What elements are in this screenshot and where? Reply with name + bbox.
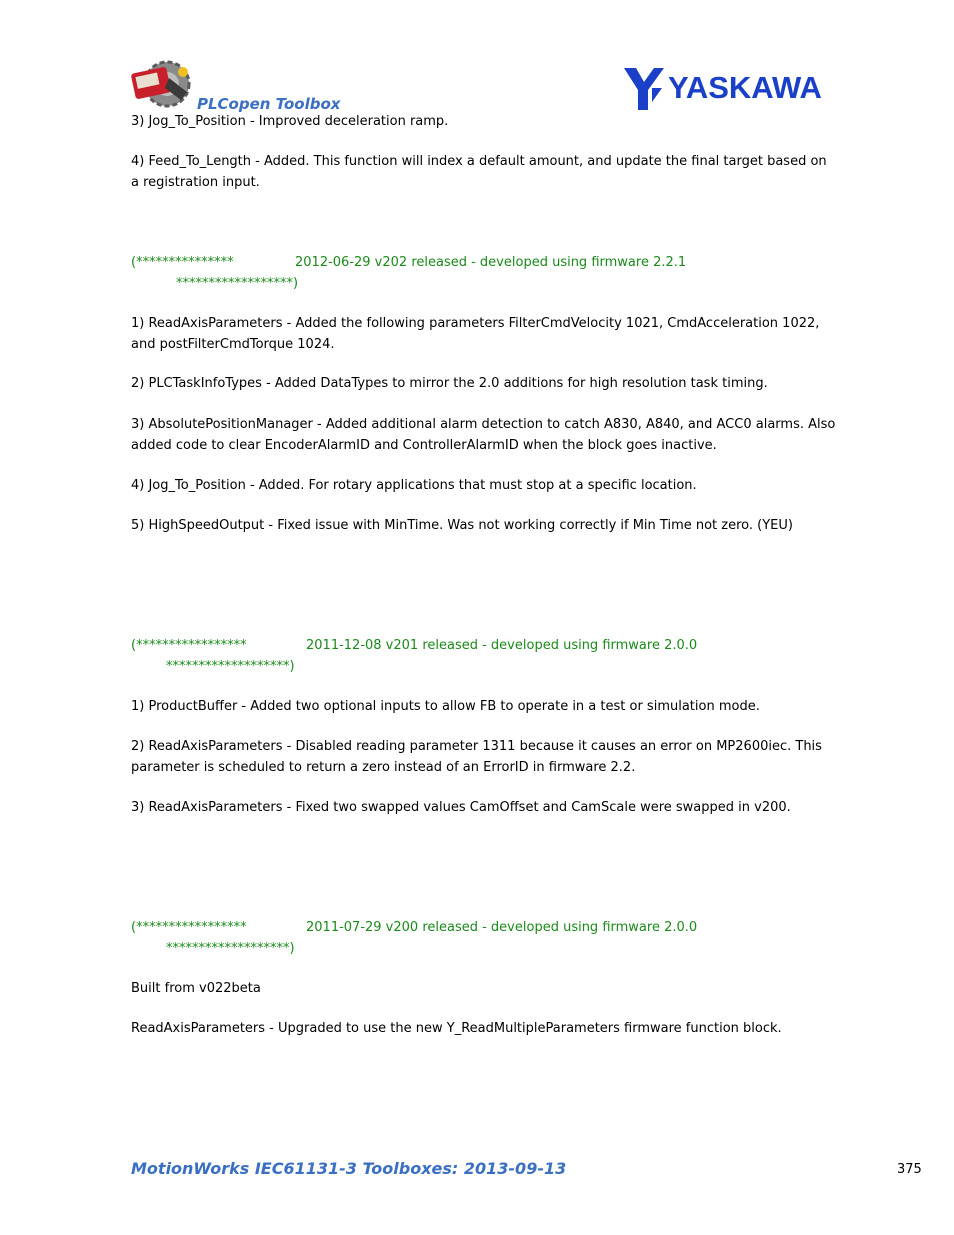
- yaskawa-logo-icon: [622, 66, 844, 112]
- release-banner-end: *******************): [166, 941, 295, 956]
- note-item: 2) PLCTaskInfoTypes - Added DataTypes to mirror the 2.0 additions for high resolution task timing.: [131, 376, 768, 391]
- release-banner-start: (***************: [131, 255, 234, 270]
- note-item: ReadAxisParameters - Upgraded to use the new Y_ReadMultipleParameters firmware function block.: [131, 1021, 782, 1036]
- yaskawa-logo: [622, 66, 844, 112]
- note-item: 2) ReadAxisParameters - Disabled reading parameter 1311 because it causes an error on MP2600iec. This parameter is scheduled to return a zero instead of an ErrorID in firmware 2.2.: [131, 739, 822, 775]
- header-title: PLCopen Toolbox: [197, 95, 341, 113]
- note-item: 1) ProductBuffer - Added two optional inputs to allow FB to operate in a test or simulation mode.: [131, 699, 760, 714]
- plcopen-gear-icon: [129, 58, 197, 110]
- note-item: 5) HighSpeedOutput - Fixed issue with MinTime. Was not working correctly if Min Time not zero. (YEU): [131, 518, 793, 533]
- brand-text: YASKAWA: [668, 70, 822, 105]
- note-item: 3) Jog_To_Position - Improved deceleration ramp.: [131, 114, 449, 129]
- release-banner-start: (*****************: [131, 638, 247, 653]
- note-item: 1) ReadAxisParameters - Added the following parameters FilterCmdVelocity 1021, CmdAcceleration 1022, and postFilterCmdTorque 1024.: [131, 316, 820, 352]
- note-item: 4) Feed_To_Length - Added. This function will index a default amount, and update the final target based on a registration input.: [131, 154, 827, 190]
- release-banner-start: (*****************: [131, 920, 247, 935]
- release-banner-end: *******************): [166, 659, 295, 674]
- release-banner-text: 2011-07-29 v200 released - developed using firmware 2.0.0: [306, 920, 698, 935]
- note-item: Built from v022beta: [131, 981, 261, 996]
- release-banner-text: 2012-06-29 v202 released - developed using firmware 2.2.1: [295, 255, 687, 270]
- page-number: 375: [897, 1162, 922, 1177]
- plcopen-toolbox-logo: [129, 58, 197, 110]
- release-banner-text: 2011-12-08 v201 released - developed using firmware 2.0.0: [306, 638, 698, 653]
- note-item: 4) Jog_To_Position - Added. For rotary applications that must stop at a specific location.: [131, 478, 697, 493]
- note-item: 3) AbsolutePositionManager - Added additional alarm detection to catch A830, A840, and ACC0 alarms. Also added code to clear EncoderAlarmID and ControllerAlarmID when the block goes inactive.: [131, 417, 836, 453]
- release-banner-end: ******************): [176, 276, 299, 291]
- note-item: 3) ReadAxisParameters - Fixed two swapped values CamOffset and CamScale were swapped in v200.: [131, 800, 791, 815]
- footer-title: MotionWorks IEC61131-3 Toolboxes: 2013-09-13: [131, 1159, 567, 1178]
